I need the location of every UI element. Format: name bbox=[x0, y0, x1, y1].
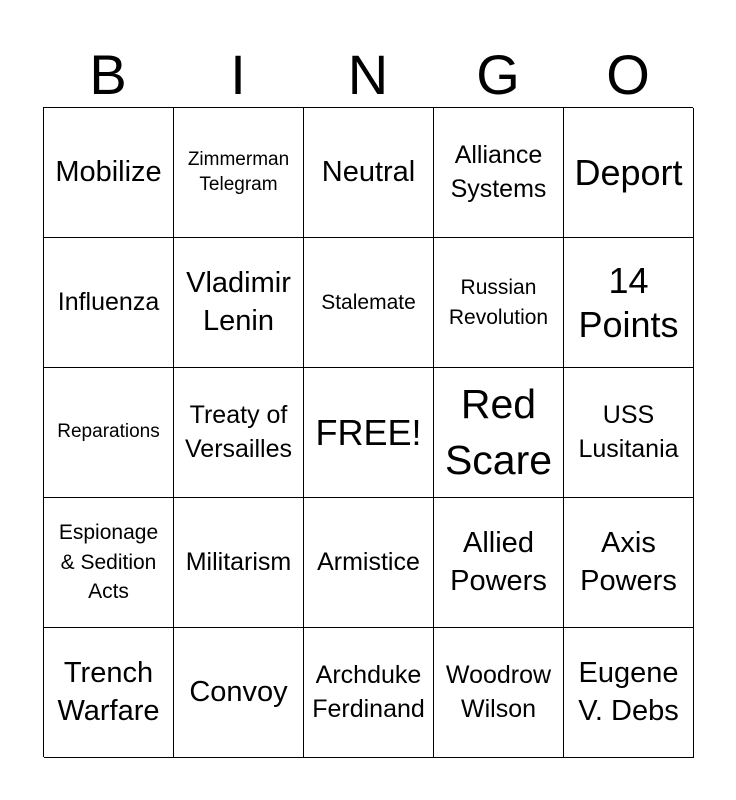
cell-text: Red Scare bbox=[444, 381, 553, 483]
cell-text: Neutral bbox=[321, 155, 416, 188]
cell-text: Trench Warfare bbox=[57, 656, 160, 727]
bingo-cell[interactable] bbox=[44, 368, 174, 498]
cell-text: Vladimir Lenin bbox=[186, 266, 291, 337]
bingo-cell[interactable] bbox=[304, 498, 434, 628]
cell-text: Russian Revolution bbox=[448, 276, 549, 329]
bingo-cell[interactable] bbox=[434, 368, 564, 498]
bingo-cell[interactable] bbox=[304, 238, 434, 368]
cell-text: Deport bbox=[574, 151, 683, 193]
cell-text: Allied Powers bbox=[450, 526, 547, 597]
cell-text: 14 Points bbox=[578, 260, 679, 345]
bingo-cell[interactable] bbox=[434, 238, 564, 368]
bingo-cell[interactable] bbox=[174, 368, 304, 498]
cell-text: Woodrow Wilson bbox=[445, 660, 552, 723]
cell-text: Espionage & Sedition Acts bbox=[58, 521, 159, 604]
bingo-cell[interactable] bbox=[434, 108, 564, 238]
bingo-cell[interactable] bbox=[564, 238, 694, 368]
header-letter-b: B bbox=[89, 43, 127, 106]
cell-text: Influenza bbox=[57, 287, 160, 316]
bingo-cell[interactable] bbox=[434, 498, 564, 628]
cell-text: Reparations bbox=[57, 421, 160, 443]
cell-text: Mobilize bbox=[55, 155, 162, 188]
header-letter-i: I bbox=[230, 43, 246, 106]
header-letter-n: N bbox=[347, 43, 389, 106]
cell-text: Convoy bbox=[189, 675, 288, 708]
bingo-cell[interactable] bbox=[44, 628, 174, 758]
cell-text: Stalemate bbox=[321, 290, 416, 314]
bingo-cell[interactable] bbox=[434, 628, 564, 758]
cell-text: Militarism bbox=[185, 547, 292, 576]
cell-text: Armistice bbox=[317, 547, 420, 576]
cell-text: Treaty of Versailles bbox=[185, 400, 292, 463]
cell-text: FREE! bbox=[315, 411, 422, 453]
cell-text: Zimmerman Telegram bbox=[187, 148, 290, 195]
cell-text: USS Lusitania bbox=[578, 400, 679, 463]
bingo-cell[interactable] bbox=[44, 108, 174, 238]
bingo-cell[interactable] bbox=[564, 628, 694, 758]
bingo-cell[interactable] bbox=[564, 108, 694, 238]
bingo-cell[interactable] bbox=[564, 368, 694, 498]
header-letter-g: G bbox=[476, 43, 520, 106]
bingo-cell[interactable] bbox=[44, 238, 174, 368]
bingo-cell[interactable] bbox=[174, 628, 304, 758]
cell-text: Alliance Systems bbox=[450, 140, 547, 203]
cell-text: Archduke Ferdinand bbox=[312, 660, 425, 723]
bingo-cell[interactable] bbox=[174, 238, 304, 368]
bingo-header bbox=[43, 42, 693, 108]
cell-text: Axis Powers bbox=[580, 526, 677, 597]
bingo-cell[interactable] bbox=[304, 368, 434, 498]
bingo-cell[interactable] bbox=[564, 498, 694, 628]
header-letter-o: O bbox=[606, 43, 650, 106]
bingo-cell[interactable] bbox=[174, 498, 304, 628]
bingo-board bbox=[43, 107, 693, 757]
bingo-cell[interactable] bbox=[44, 498, 174, 628]
cell-text: Eugene V. Debs bbox=[578, 656, 679, 727]
bingo-cell[interactable] bbox=[304, 628, 434, 758]
bingo-cell[interactable] bbox=[304, 108, 434, 238]
bingo-cell[interactable] bbox=[174, 108, 304, 238]
